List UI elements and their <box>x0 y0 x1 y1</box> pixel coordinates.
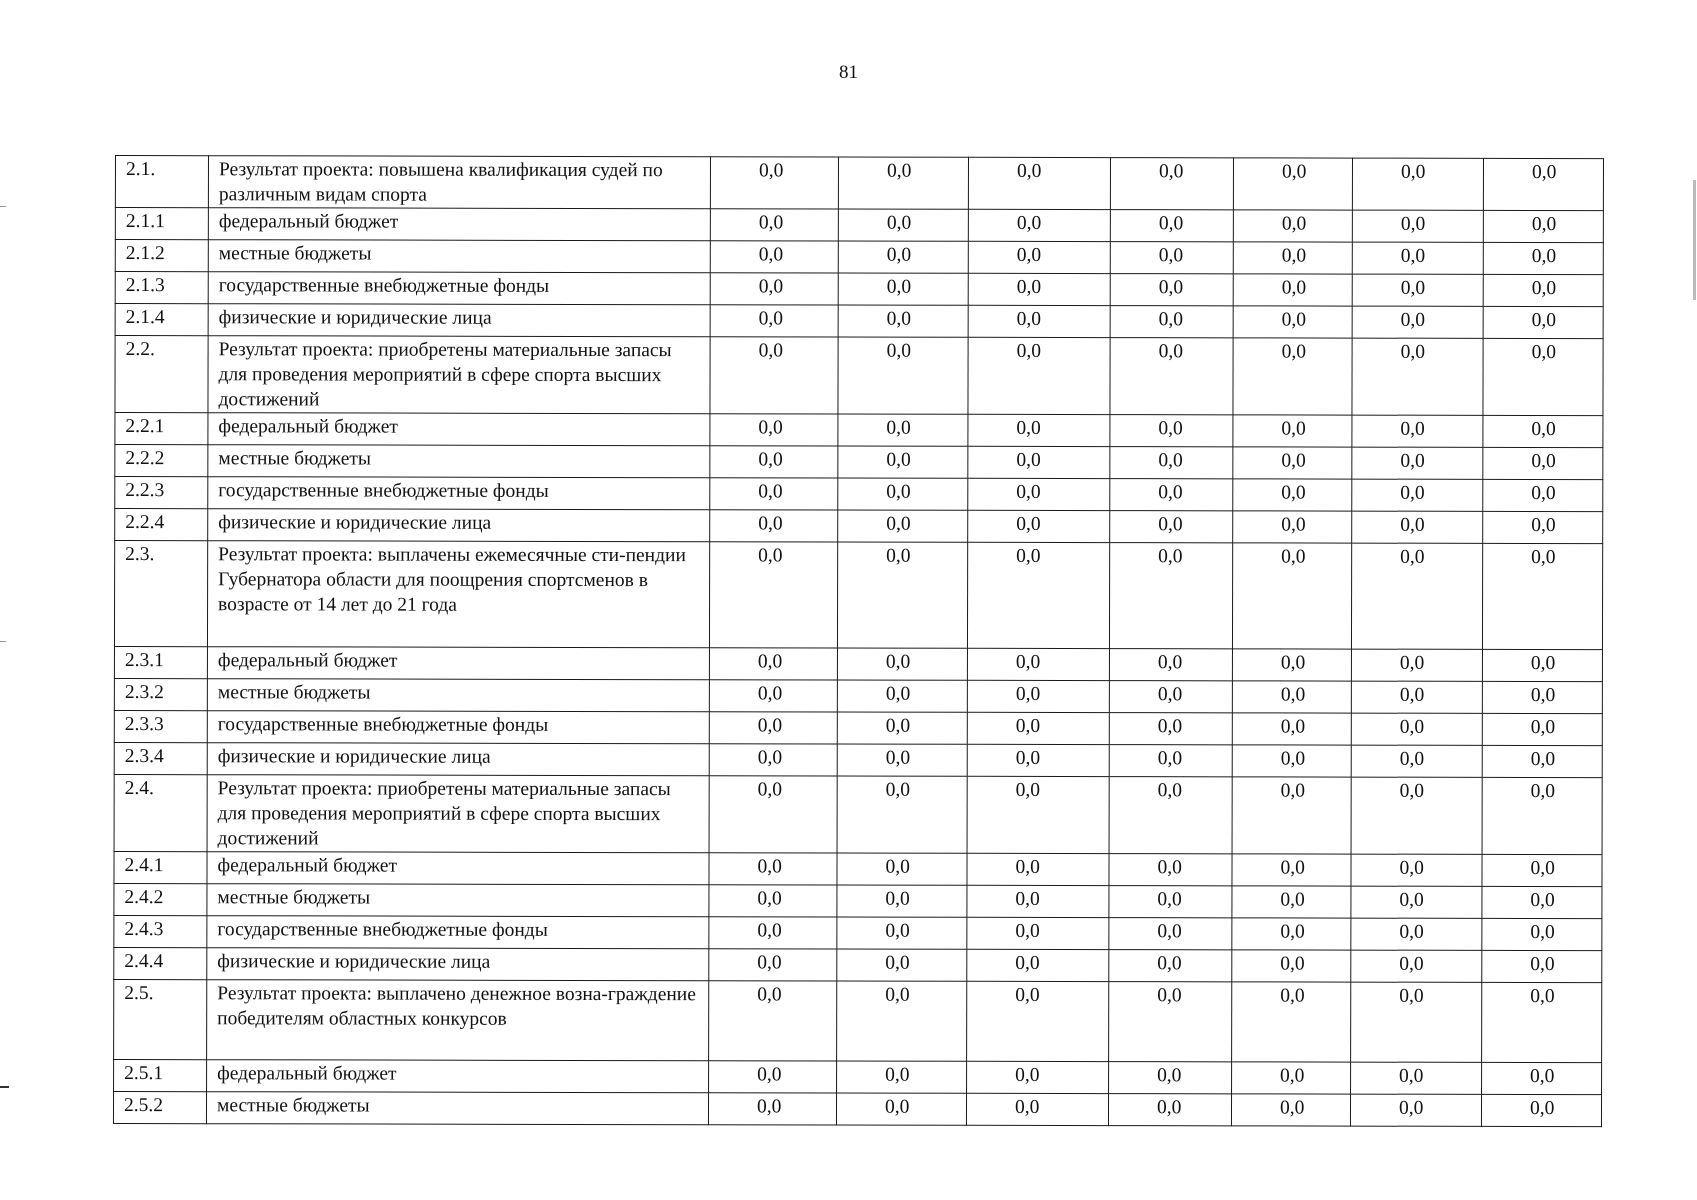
value-cell-6: 0,0 <box>1351 950 1482 982</box>
value-cell-1: 0,0 <box>709 885 837 917</box>
table-row <box>114 678 1602 713</box>
value-cell-1: 0,0 <box>708 1093 836 1125</box>
value-cell-1: 0,0 <box>710 209 838 241</box>
row-number-cell: 2.1.1 <box>115 208 208 240</box>
value-cell-5: 0,0 <box>1232 886 1351 918</box>
value-cell-6: 0,0 <box>1351 777 1482 854</box>
row-description-cell: местные бюджеты <box>208 445 710 478</box>
value-cell-7: 0,0 <box>1482 950 1602 982</box>
value-cell-4: 0,0 <box>1110 210 1233 242</box>
value-cell-5: 0,0 <box>1233 511 1352 543</box>
value-cell-6: 0,0 <box>1352 274 1483 306</box>
value-cell-4: 0,0 <box>1108 1094 1231 1126</box>
value-cell-6: 0,0 <box>1351 886 1482 918</box>
table-row <box>115 240 1603 275</box>
value-cell-2: 0,0 <box>837 744 967 776</box>
value-cell-2: 0,0 <box>838 209 968 241</box>
value-cell-2: 0,0 <box>837 776 967 853</box>
value-cell-2: 0,0 <box>837 648 967 680</box>
row-description-cell: государственные внебюджетные фонды <box>207 711 709 744</box>
value-cell-7: 0,0 <box>1482 649 1602 681</box>
value-cell-1: 0,0 <box>709 680 837 712</box>
value-cell-1: 0,0 <box>709 776 837 853</box>
row-number-cell: 2.2.3 <box>115 477 208 509</box>
value-cell-3: 0,0 <box>967 776 1109 853</box>
value-cell-2: 0,0 <box>837 917 967 949</box>
table-row <box>114 774 1602 854</box>
value-cell-5: 0,0 <box>1232 777 1351 854</box>
value-cell-6: 0,0 <box>1352 479 1483 511</box>
value-cell-3: 0,0 <box>968 478 1110 510</box>
row-number-cell: 2.3.3 <box>114 710 207 742</box>
row-description-cell: Результат проекта: приобретены материальные запасы для проведения мероприятий в сфере спорта высших достижений <box>208 336 710 414</box>
value-cell-4: 0,0 <box>1110 158 1233 210</box>
value-cell-3: 0,0 <box>967 949 1109 981</box>
value-cell-6: 0,0 <box>1351 1062 1482 1094</box>
row-number-cell: 2.2.2 <box>115 445 208 477</box>
value-cell-5: 0,0 <box>1232 543 1351 649</box>
value-cell-7: 0,0 <box>1483 274 1603 306</box>
value-cell-1: 0,0 <box>710 273 838 305</box>
scan-mark-right-edge <box>1693 180 1696 300</box>
value-cell-7: 0,0 <box>1482 777 1602 854</box>
value-cell-2: 0,0 <box>837 981 967 1061</box>
value-cell-2: 0,0 <box>838 478 968 510</box>
value-cell-6: 0,0 <box>1352 511 1483 543</box>
value-cell-7: 0,0 <box>1483 158 1603 210</box>
value-cell-3: 0,0 <box>967 853 1109 885</box>
value-cell-5: 0,0 <box>1232 745 1351 777</box>
value-cell-6: 0,0 <box>1352 447 1483 479</box>
value-cell-3: 0,0 <box>968 209 1110 241</box>
value-cell-7: 0,0 <box>1483 338 1603 415</box>
value-cell-5: 0,0 <box>1233 158 1352 210</box>
value-cell-4: 0,0 <box>1110 479 1233 511</box>
value-cell-1: 0,0 <box>709 949 837 981</box>
value-cell-2: 0,0 <box>838 414 968 446</box>
value-cell-5: 0,0 <box>1233 306 1352 338</box>
value-cell-4: 0,0 <box>1110 338 1233 415</box>
row-description-cell: физические и юридические лица <box>207 948 709 981</box>
value-cell-4: 0,0 <box>1109 777 1232 854</box>
value-cell-3: 0,0 <box>968 446 1110 478</box>
row-description-cell: федеральный бюджет <box>208 413 710 446</box>
value-cell-6: 0,0 <box>1352 415 1483 447</box>
value-cell-2: 0,0 <box>838 337 968 414</box>
value-cell-5: 0,0 <box>1233 447 1352 479</box>
value-cell-5: 0,0 <box>1232 950 1351 982</box>
value-cell-1: 0,0 <box>710 414 838 446</box>
row-description-cell: федеральный бюджет <box>207 1060 709 1093</box>
scan-mark-left-bottom <box>0 1086 9 1088</box>
value-cell-4: 0,0 <box>1109 982 1232 1062</box>
value-cell-3: 0,0 <box>967 680 1109 712</box>
value-cell-2: 0,0 <box>838 157 968 209</box>
value-cell-1: 0,0 <box>710 157 838 209</box>
value-cell-7: 0,0 <box>1482 886 1602 918</box>
table-row <box>114 646 1602 681</box>
value-cell-4: 0,0 <box>1110 274 1233 306</box>
table-row <box>114 541 1602 650</box>
row-description-cell: Результат проекта: повышена квалификация судей по различным видам спорта <box>208 156 710 209</box>
value-cell-5: 0,0 <box>1232 649 1351 681</box>
value-cell-2: 0,0 <box>837 542 967 648</box>
value-cell-2: 0,0 <box>838 446 968 478</box>
row-number-cell: 2.4.1 <box>114 851 207 883</box>
value-cell-5: 0,0 <box>1232 854 1351 886</box>
value-cell-3: 0,0 <box>967 917 1109 949</box>
value-cell-1: 0,0 <box>709 744 837 776</box>
value-cell-1: 0,0 <box>710 478 838 510</box>
row-number-cell: 2.5. <box>114 979 207 1059</box>
value-cell-7: 0,0 <box>1483 210 1603 242</box>
value-cell-3: 0,0 <box>967 744 1109 776</box>
table-row <box>115 509 1603 544</box>
value-cell-7: 0,0 <box>1482 982 1602 1062</box>
budget-table <box>113 155 1604 1127</box>
value-cell-6: 0,0 <box>1352 242 1483 274</box>
scan-mark-left-top <box>0 206 6 207</box>
row-number-cell: 2.2.1 <box>115 413 208 445</box>
row-description-cell: Результат проекта: выплачены ежемесячные сти-пендии Губернатора области для поощрения спортсменов в возрасте от 14 лет до 21 года <box>207 541 709 648</box>
value-cell-2: 0,0 <box>838 273 968 305</box>
table-row <box>114 883 1602 918</box>
value-cell-1: 0,0 <box>710 337 838 414</box>
value-cell-7: 0,0 <box>1483 479 1603 511</box>
value-cell-6: 0,0 <box>1352 158 1483 210</box>
value-cell-7: 0,0 <box>1483 447 1603 479</box>
value-cell-1: 0,0 <box>709 917 837 949</box>
row-number-cell: 2.3.1 <box>114 646 207 678</box>
table-row <box>115 477 1603 512</box>
table-row <box>114 915 1602 950</box>
row-number-cell: 2.4.4 <box>114 947 207 979</box>
value-cell-1: 0,0 <box>709 542 837 648</box>
table-row <box>114 851 1602 886</box>
value-cell-3: 0,0 <box>968 157 1110 209</box>
value-cell-2: 0,0 <box>837 853 967 885</box>
row-description-cell: государственные внебюджетные фонды <box>207 916 709 949</box>
value-cell-3: 0,0 <box>968 241 1110 273</box>
value-cell-5: 0,0 <box>1232 681 1351 713</box>
row-number-cell: 2.5.2 <box>113 1091 206 1123</box>
value-cell-7: 0,0 <box>1481 1094 1601 1126</box>
value-cell-2: 0,0 <box>838 510 968 542</box>
value-cell-4: 0,0 <box>1110 242 1233 274</box>
value-cell-2: 0,0 <box>837 1061 967 1093</box>
value-cell-4: 0,0 <box>1110 306 1233 338</box>
table-row <box>115 445 1603 480</box>
value-cell-2: 0,0 <box>837 712 967 744</box>
value-cell-6: 0,0 <box>1351 854 1482 886</box>
value-cell-1: 0,0 <box>709 1061 837 1093</box>
value-cell-6: 0,0 <box>1351 681 1482 713</box>
table-row <box>115 336 1603 416</box>
value-cell-7: 0,0 <box>1482 713 1602 745</box>
value-cell-3: 0,0 <box>967 648 1109 680</box>
row-description-cell: федеральный бюджет <box>207 852 709 885</box>
table-row <box>113 1091 1601 1126</box>
table-row <box>115 272 1603 307</box>
value-cell-6: 0,0 <box>1352 210 1483 242</box>
row-description-cell: Результат проекта: выплачено денежное возна-граждение победителям областных конкурсов <box>207 980 709 1061</box>
row-description-cell: физические и юридические лица <box>208 509 710 542</box>
value-cell-7: 0,0 <box>1482 543 1602 649</box>
value-cell-2: 0,0 <box>838 305 968 337</box>
value-cell-5: 0,0 <box>1232 982 1351 1062</box>
value-cell-6: 0,0 <box>1351 982 1482 1062</box>
budget-table-wrapper <box>113 155 1603 1127</box>
value-cell-4: 0,0 <box>1109 886 1232 918</box>
table-row <box>115 156 1603 211</box>
value-cell-3: 0,0 <box>967 981 1109 1061</box>
value-cell-2: 0,0 <box>837 949 967 981</box>
row-description-cell: физические и юридические лица <box>208 304 710 337</box>
value-cell-5: 0,0 <box>1233 415 1352 447</box>
value-cell-7: 0,0 <box>1483 415 1603 447</box>
row-number-cell: 2.3.2 <box>114 678 207 710</box>
value-cell-4: 0,0 <box>1109 854 1232 886</box>
row-number-cell: 2.5.1 <box>114 1059 207 1091</box>
table-row <box>114 979 1602 1062</box>
row-number-cell: 2.1.2 <box>115 240 208 272</box>
value-cell-1: 0,0 <box>710 446 838 478</box>
value-cell-4: 0,0 <box>1109 1062 1232 1094</box>
value-cell-1: 0,0 <box>709 648 837 680</box>
value-cell-5: 0,0 <box>1232 713 1351 745</box>
row-description-cell: местные бюджеты <box>207 884 709 917</box>
value-cell-4: 0,0 <box>1109 713 1232 745</box>
value-cell-7: 0,0 <box>1482 745 1602 777</box>
value-cell-1: 0,0 <box>709 981 837 1061</box>
value-cell-5: 0,0 <box>1232 918 1351 950</box>
value-cell-5: 0,0 <box>1231 1094 1350 1126</box>
value-cell-5: 0,0 <box>1233 210 1352 242</box>
row-description-cell: государственные внебюджетные фонды <box>208 272 710 305</box>
table-row <box>115 208 1603 243</box>
value-cell-2: 0,0 <box>837 885 967 917</box>
row-number-cell: 2.1. <box>115 156 208 208</box>
row-number-cell: 2.1.3 <box>115 272 208 304</box>
table-body <box>113 156 1603 1127</box>
row-number-cell: 2.2. <box>115 336 208 413</box>
value-cell-6: 0,0 <box>1351 745 1482 777</box>
row-description-cell: местные бюджеты <box>206 1092 708 1125</box>
value-cell-6: 0,0 <box>1350 1094 1481 1126</box>
table-row <box>115 304 1603 339</box>
row-description-cell: местные бюджеты <box>207 679 709 712</box>
value-cell-4: 0,0 <box>1110 511 1233 543</box>
table-row <box>114 947 1602 982</box>
value-cell-6: 0,0 <box>1351 713 1482 745</box>
value-cell-4: 0,0 <box>1109 745 1232 777</box>
value-cell-5: 0,0 <box>1233 242 1352 274</box>
value-cell-4: 0,0 <box>1109 681 1232 713</box>
value-cell-7: 0,0 <box>1482 1062 1602 1094</box>
value-cell-7: 0,0 <box>1482 918 1602 950</box>
value-cell-4: 0,0 <box>1109 543 1232 649</box>
value-cell-2: 0,0 <box>836 1093 966 1125</box>
row-description-cell: физические и юридические лица <box>207 743 709 776</box>
value-cell-7: 0,0 <box>1482 681 1602 713</box>
row-number-cell: 2.3. <box>114 541 207 647</box>
value-cell-1: 0,0 <box>710 510 838 542</box>
value-cell-1: 0,0 <box>710 241 838 273</box>
value-cell-6: 0,0 <box>1351 649 1482 681</box>
value-cell-4: 0,0 <box>1109 950 1232 982</box>
table-row <box>114 1059 1602 1094</box>
row-description-cell: государственные внебюджетные фонды <box>208 477 710 510</box>
row-number-cell: 2.4.2 <box>114 883 207 915</box>
value-cell-4: 0,0 <box>1110 415 1233 447</box>
value-cell-7: 0,0 <box>1483 306 1603 338</box>
value-cell-6: 0,0 <box>1351 918 1482 950</box>
row-description-cell: федеральный бюджет <box>207 647 709 680</box>
table-row <box>115 413 1603 448</box>
value-cell-5: 0,0 <box>1233 479 1352 511</box>
value-cell-3: 0,0 <box>967 1061 1109 1093</box>
value-cell-3: 0,0 <box>968 337 1110 414</box>
value-cell-5: 0,0 <box>1232 1062 1351 1094</box>
value-cell-3: 0,0 <box>968 510 1110 542</box>
value-cell-2: 0,0 <box>838 241 968 273</box>
value-cell-4: 0,0 <box>1110 447 1233 479</box>
row-description-cell: местные бюджеты <box>208 240 710 273</box>
value-cell-7: 0,0 <box>1482 854 1602 886</box>
row-number-cell: 2.2.4 <box>115 509 208 541</box>
value-cell-3: 0,0 <box>968 273 1110 305</box>
value-cell-3: 0,0 <box>967 542 1109 648</box>
value-cell-3: 0,0 <box>967 885 1109 917</box>
value-cell-6: 0,0 <box>1351 543 1482 649</box>
value-cell-3: 0,0 <box>967 712 1109 744</box>
row-number-cell: 2.1.4 <box>115 304 208 336</box>
row-number-cell: 2.4.3 <box>114 915 207 947</box>
value-cell-4: 0,0 <box>1109 918 1232 950</box>
value-cell-1: 0,0 <box>709 853 837 885</box>
page-number: 81 <box>839 62 858 83</box>
value-cell-3: 0,0 <box>966 1093 1108 1125</box>
row-description-cell: федеральный бюджет <box>208 208 710 241</box>
table-row <box>114 710 1602 745</box>
scan-mark-left-mid <box>0 641 6 642</box>
row-number-cell: 2.3.4 <box>114 742 207 774</box>
value-cell-5: 0,0 <box>1233 338 1352 415</box>
value-cell-5: 0,0 <box>1233 274 1352 306</box>
value-cell-6: 0,0 <box>1352 306 1483 338</box>
value-cell-3: 0,0 <box>968 305 1110 337</box>
value-cell-3: 0,0 <box>968 414 1110 446</box>
row-number-cell: 2.4. <box>114 774 207 851</box>
table-row <box>114 742 1602 777</box>
value-cell-7: 0,0 <box>1483 511 1603 543</box>
row-description-cell: Результат проекта: приобретены материальные запасы для проведения мероприятий в сфере спорта высших достижений <box>207 775 709 853</box>
value-cell-7: 0,0 <box>1483 242 1603 274</box>
value-cell-1: 0,0 <box>710 305 838 337</box>
value-cell-4: 0,0 <box>1109 649 1232 681</box>
value-cell-6: 0,0 <box>1352 338 1483 415</box>
value-cell-1: 0,0 <box>709 712 837 744</box>
value-cell-2: 0,0 <box>837 680 967 712</box>
